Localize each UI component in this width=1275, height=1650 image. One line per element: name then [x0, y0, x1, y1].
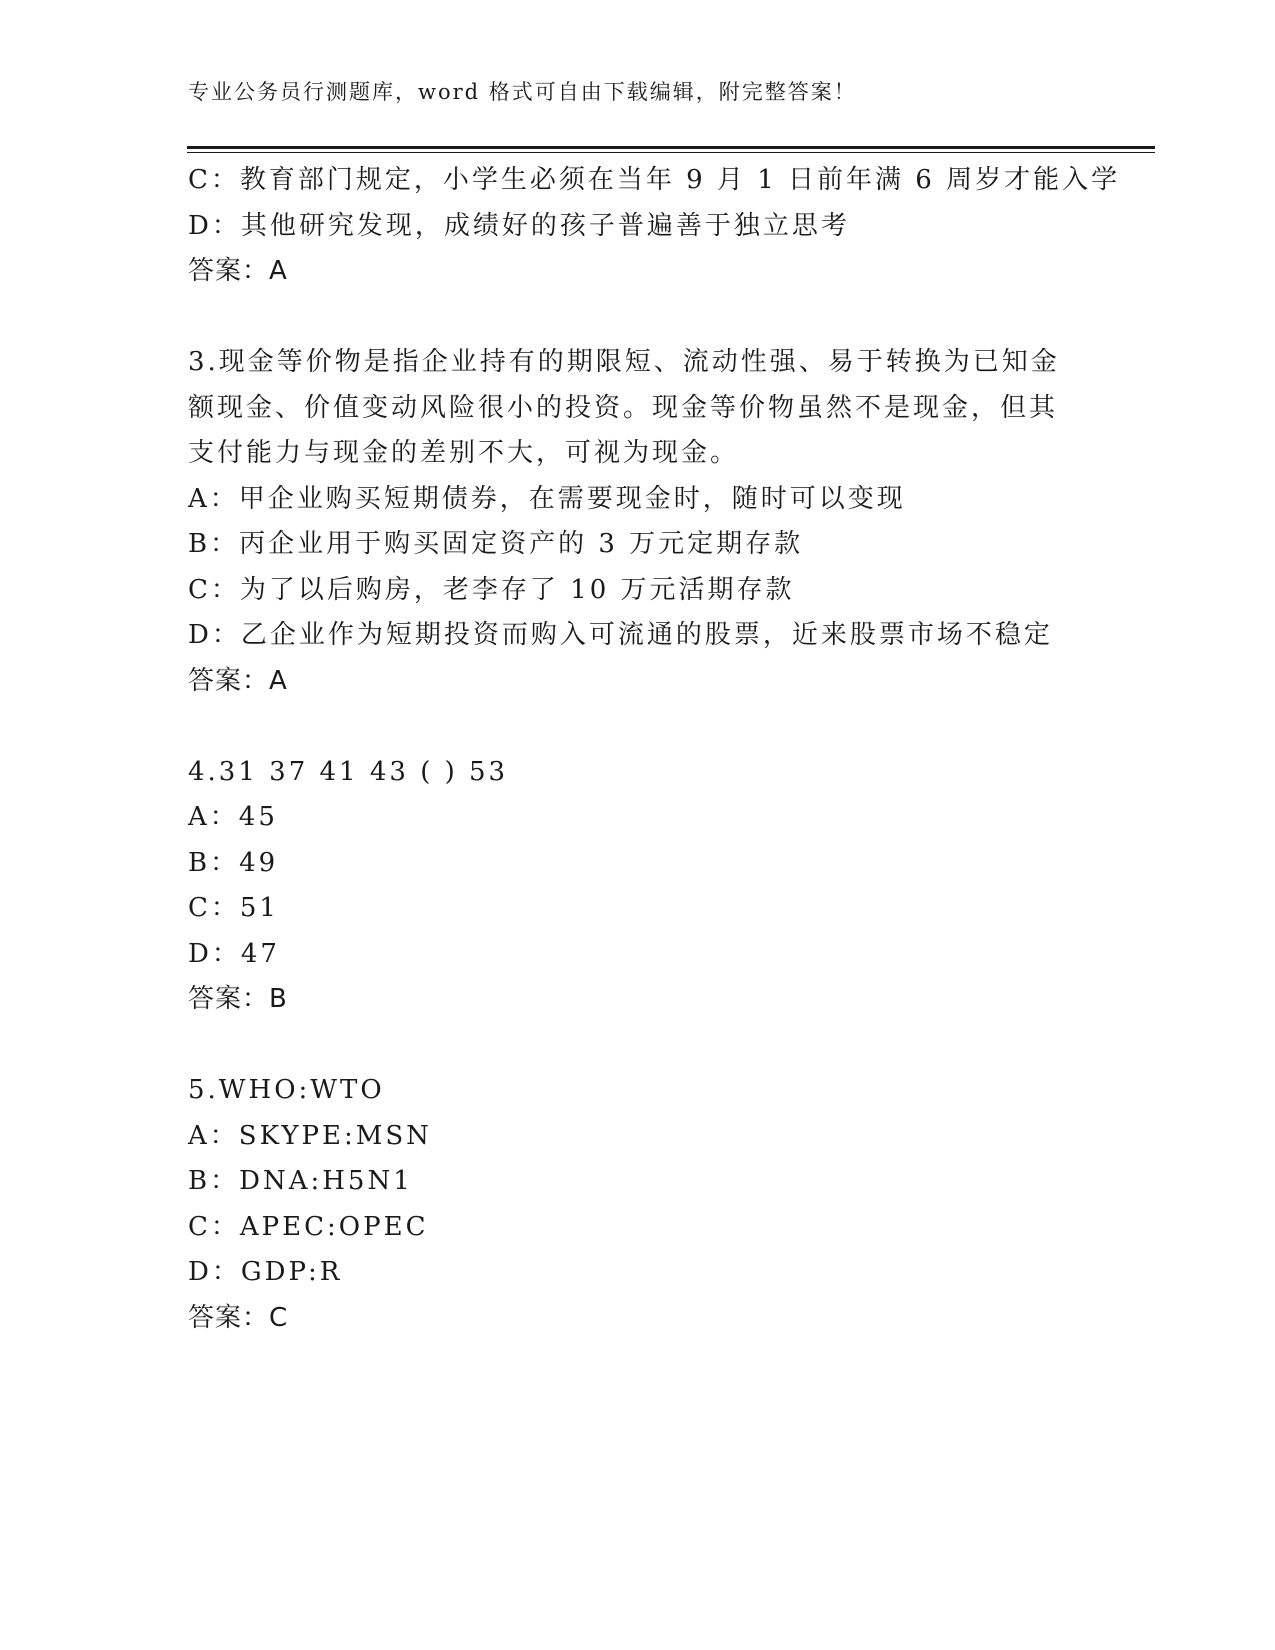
- q4-option-d: D：47: [188, 938, 280, 969]
- q3-option-d: D：乙企业作为短期投资而购入可流通的股票，近来股票市场不稳定: [188, 620, 1053, 650]
- q5-option-b: B：DNA:H5N1: [188, 1166, 413, 1196]
- q2-option-d: D：其他研究发现，成绩好的孩子普遍善于独立思考: [188, 210, 850, 241]
- spacer: [188, 704, 1088, 750]
- q3-stem-line-3: 支付能力与现金的差别不大，可视为现金。: [188, 438, 740, 468]
- q5-option-c: C：APEC:OPEC: [188, 1211, 429, 1242]
- header-rule-thin: [187, 152, 1155, 153]
- page-header: 专业公务员行测题库，word 格式可自由下载编辑，附完整答案！: [188, 80, 857, 104]
- q3-stem-line-1: 3.现金等价物是指企业持有的期限短、流动性强、易于转换为已知金: [188, 347, 1060, 377]
- spacer: [188, 1023, 1088, 1069]
- q3-option-c: C：为了以后购房，老李存了 10 万元活期存款: [188, 574, 795, 605]
- question-content: [188, 158, 1121, 1341]
- q4-option-c: C：51: [188, 893, 279, 923]
- q2-answer: 答案：A: [188, 256, 288, 286]
- q4-stem: 4.31 37 41 43 ( ) 53: [188, 756, 509, 787]
- q5-option-a: A：SKYPE:MSN: [188, 1120, 432, 1151]
- q2-option-c: C：教育部门规定，小学生必须在当年 9 月 1 日前年满 6 周岁才能入学: [188, 165, 1121, 195]
- q3-answer: 答案：A: [188, 665, 288, 696]
- q5-option-d: D：GDP:R: [188, 1257, 343, 1287]
- q5-answer: 答案：C: [188, 1302, 289, 1333]
- q4-answer: 答案：B: [188, 984, 288, 1014]
- q4-option-b: B：49: [188, 847, 279, 878]
- spacer: [188, 295, 1088, 341]
- header-rule-thick: [187, 146, 1155, 149]
- q3-stem-line-2: 额现金、价值变动风险很小的投资。现金等价物虽然不是现金，但其: [188, 392, 1059, 423]
- q3-option-a: A：甲企业购买短期债券，在需要现金时，随时可以变现: [188, 483, 906, 514]
- q5-stem: 5.WHO:WTO: [188, 1075, 385, 1105]
- q4-option-a: A：45: [188, 802, 278, 832]
- q3-option-b: B：丙企业用于购买固定资产的 3 万元定期存款: [188, 529, 804, 559]
